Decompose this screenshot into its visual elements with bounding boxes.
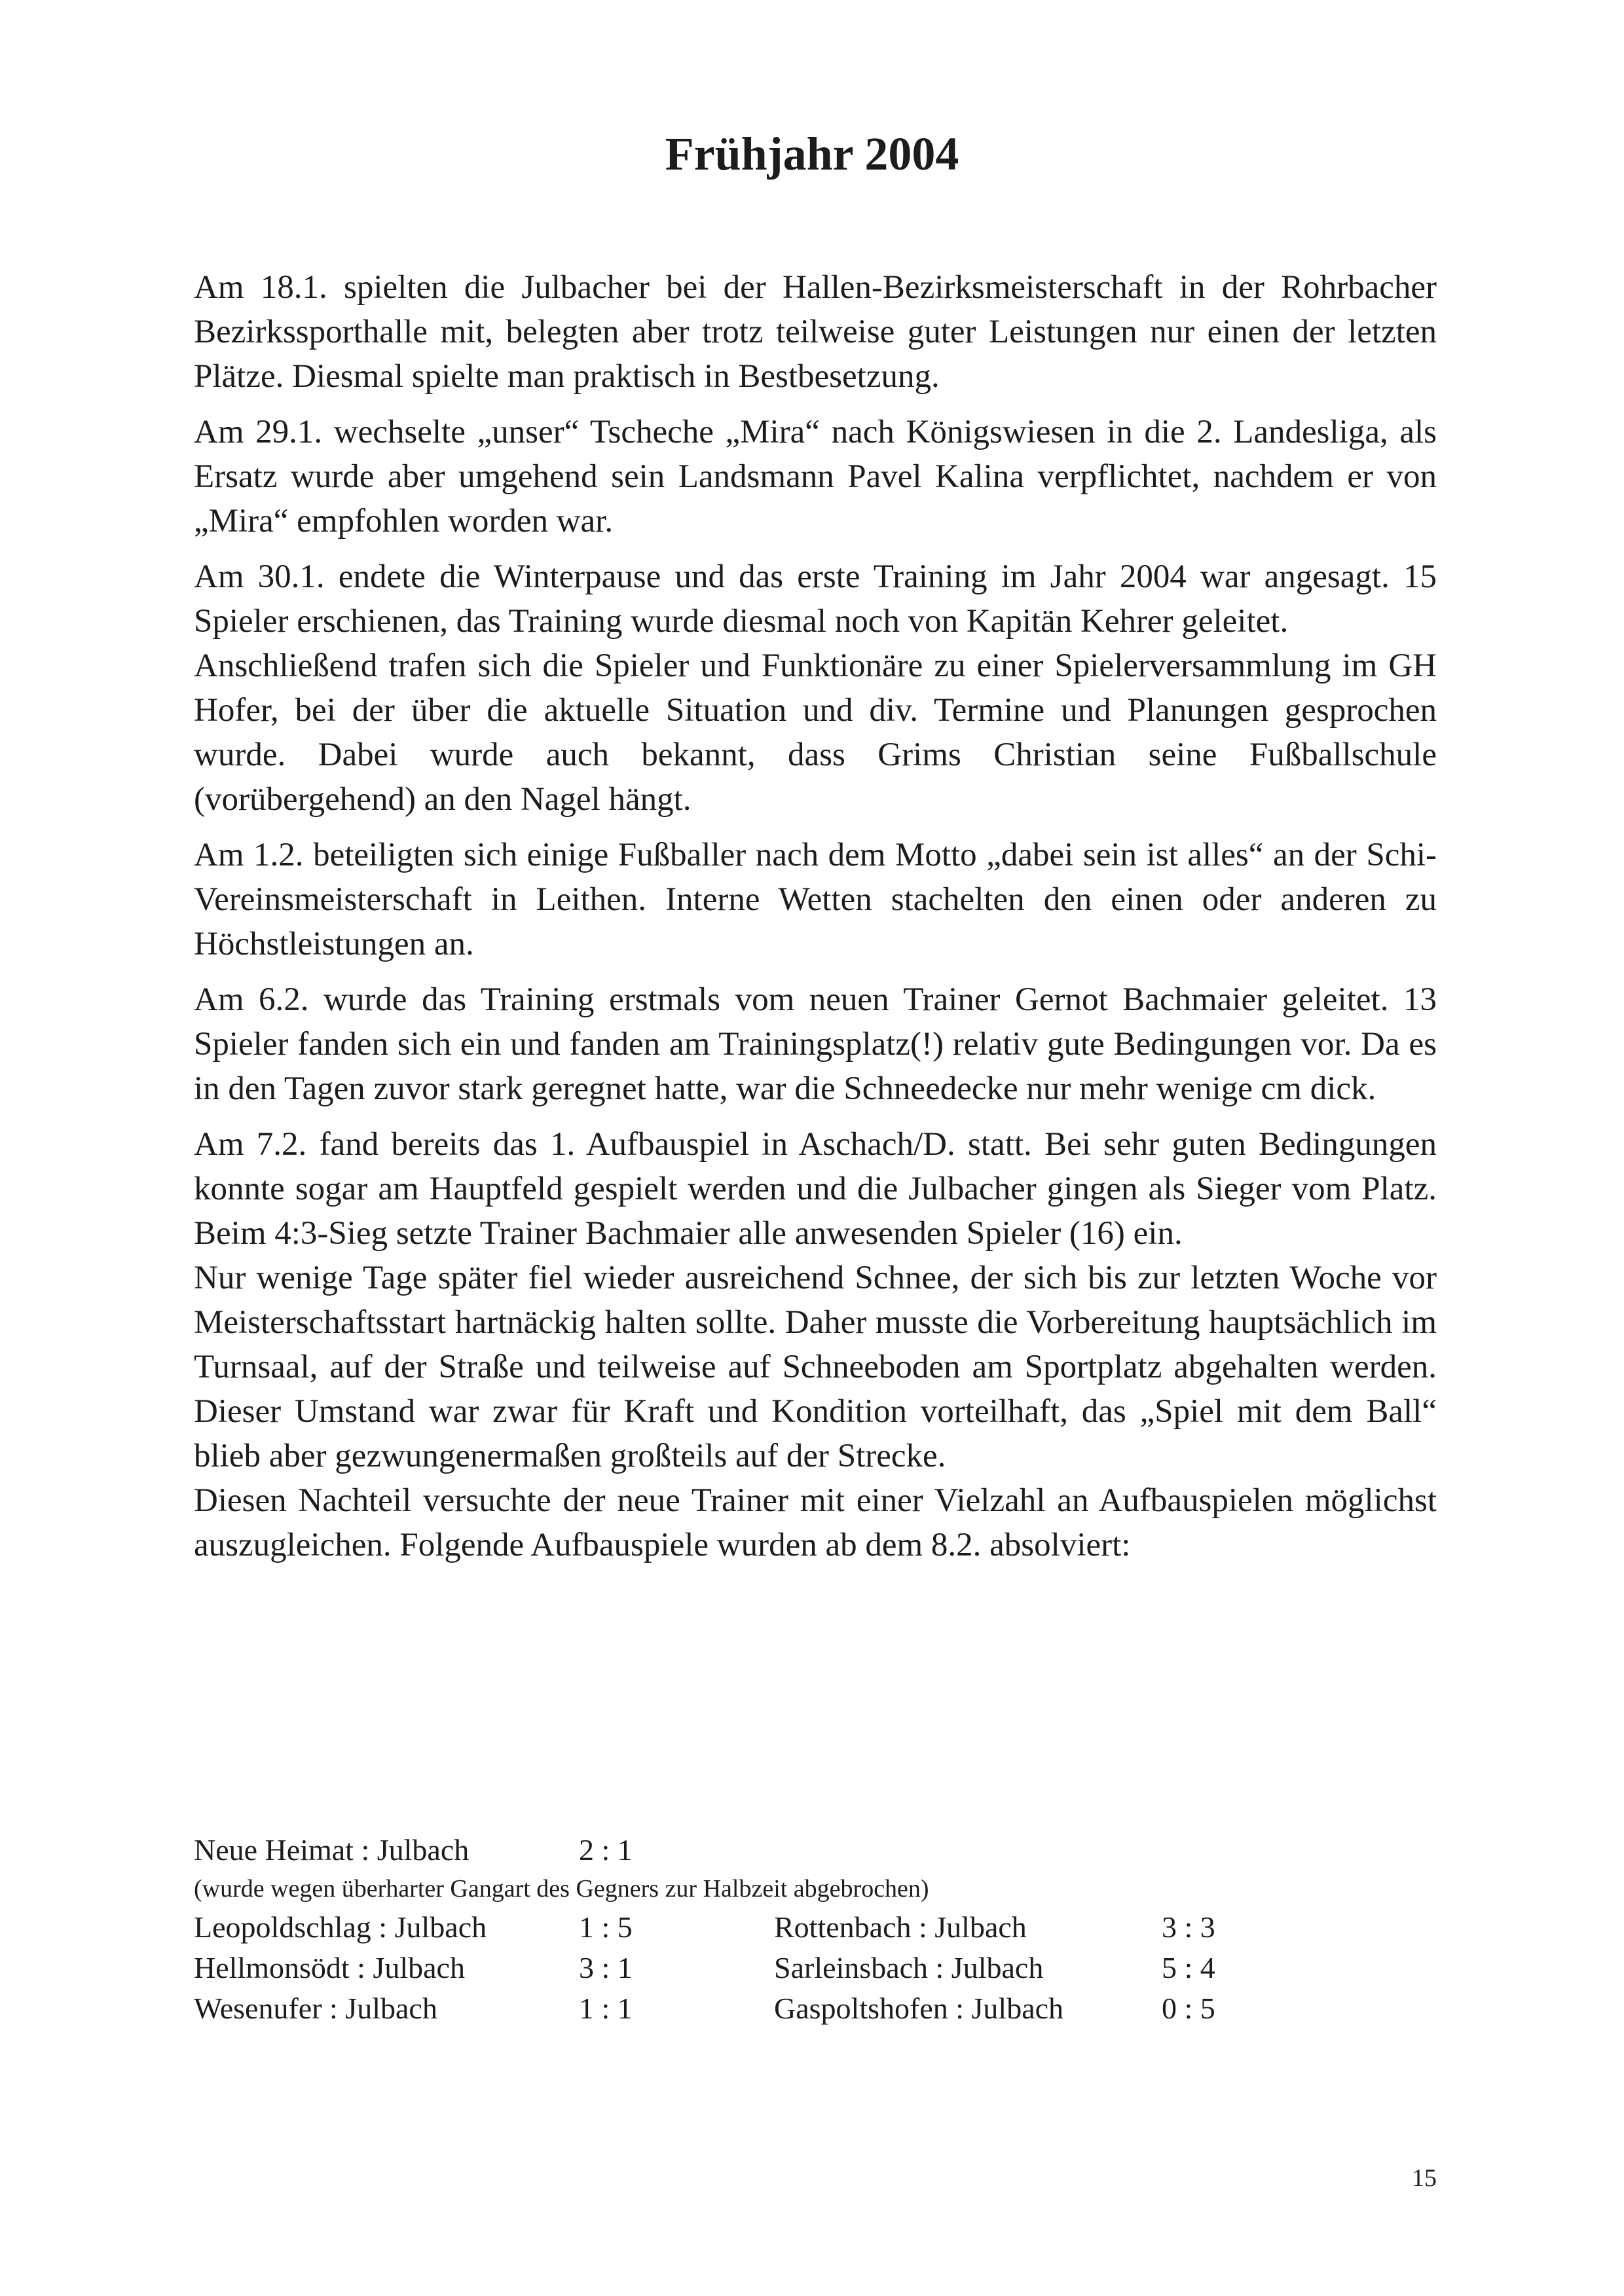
paragraph-hallen-meisterschaft: Am 18.1. spielten die Julbacher bei der Hallen-Bezirksmeisterschaft in der Rohrbacher Bezirkssporthalle mit, belegten aber trotz teilweise guter Leistungen nur einen der letzten Plätze. Diesmal spielte man praktisch in Bestbesetzung. (194, 269, 1437, 395)
result-score: 2 : 1 (579, 1833, 633, 1867)
results-list (194, 1830, 1437, 2029)
paragraph-neuer-trainer: Am 6.2. wurde das Training erstmals vom neuen Trainer Gernot Bachmaier geleitet. 13 Spieler fanden sich ein und fanden am Trainingsplatz(!) relativ gute Bedingungen vor. Da es in den Tagen zuvor stark geregnet hatte, war die Schneedecke nur mehr wenige cm dick. (194, 981, 1437, 1107)
result-score: 3 : 3 (1162, 1910, 1215, 1944)
result-score: 5 : 4 (1162, 1951, 1215, 1984)
result-score: 3 : 1 (579, 1951, 633, 1984)
page-number: 15 (1412, 2164, 1437, 2192)
paragraph-schi-vereinsmeisterschaft: Am 1.2. beteiligten sich einige Fußballer nach dem Motto „dabei sein ist alles“ an der Schi-Vereinsmeisterschaft in Leithen. Interne Wetten stachelten den einen oder anderen zu Höchstleistungen an. (194, 837, 1437, 962)
paragraph-erstes-training: Am 30.1. endete die Winterpause und das erste Training im Jahr 2004 war angesagt. 15 Spieler erschienen, das Training wurde diesmal noch von Kapitän Kehrer geleitet. (194, 558, 1437, 640)
result-match: Wesenufer : Julbach (194, 1992, 437, 2025)
result-score: 1 : 1 (579, 1992, 633, 2025)
result-match: Neue Heimat : Julbach (194, 1833, 470, 1867)
result-row (194, 1830, 1437, 1870)
result-match: Hellmonsödt : Julbach (194, 1951, 465, 1984)
result-match: Leopoldschlag : Julbach (194, 1910, 487, 1944)
result-row (194, 1948, 1437, 1988)
result-row (194, 1988, 1437, 2029)
page-title: Frühjahr 2004 (665, 128, 959, 180)
result-note: (wurde wegen überharter Gangart des Gegners zur Halbzeit abgebrochen) (194, 1875, 929, 1903)
result-match: Sarleinsbach : Julbach (774, 1951, 1044, 1984)
paragraph-aufbauspiele-intro: Diesen Nachteil versuchte der neue Trainer mit einer Vielzahl an Aufbauspielen möglichst auszugleichen. Folgende Aufbauspiele wurden ab dem 8.2. absolviert: (194, 1482, 1437, 1563)
paragraph-erstes-aufbauspiel: Am 7.2. fand bereits das 1. Aufbauspiel in Aschach/D. statt. Bei sehr guten Bedingungen konnte sogar am Hauptfeld gespielt werden und die Julbacher gingen als Sieger vom Platz. Beim 4:3-Sieg setzte Trainer Bachmaier alle anwesenden Spieler (16) ein. (194, 1126, 1437, 1252)
paragraph-spielerwechsel: Am 29.1. wechselte „unser“ Tscheche „Mira“ nach Königswiesen in die 2. Landesliga, als Ersatz wurde aber umgehend sein Landsmann Pavel Kalina verpflichtet, nachdem er von „Mira“ empfohlen worden war. (194, 414, 1437, 539)
result-score: 0 : 5 (1162, 1992, 1215, 2025)
paragraph-schnee: Nur wenige Tage später fiel wieder ausreichend Schnee, der sich bis zur letzten Woche vor Meisterschaftsstart hartnäckig halten sollte. Daher musste die Vorbereitung hauptsächlich im Turnsaal, auf der Straße und teilweise auf Schneeboden am Sportplatz abgehalten werden. Dieser Umstand war zwar für Kraft und Kondition vorteilhaft, das „Spiel mit dem Ball“ blieb aber gezwungenermaßen großteils auf der Strecke. (194, 1260, 1437, 1474)
paragraph-spielerversammlung: Anschließend trafen sich die Spieler und Funktionäre zu einer Spielerversammlung im GH Hofer, bei der über die aktuelle Situation und div. Termine und Planungen gesprochen wurde. Dabei wurde auch bekannt, dass Grims Christian seine Fußballschule (vorübergehend) an den Nagel hängt. (194, 647, 1437, 818)
body-text (194, 265, 1437, 1567)
result-match: Rottenbach : Julbach (774, 1910, 1027, 1944)
result-row (194, 1907, 1437, 1948)
result-score: 1 : 5 (579, 1910, 633, 1944)
result-match: Gaspoltshofen : Julbach (774, 1992, 1064, 2025)
